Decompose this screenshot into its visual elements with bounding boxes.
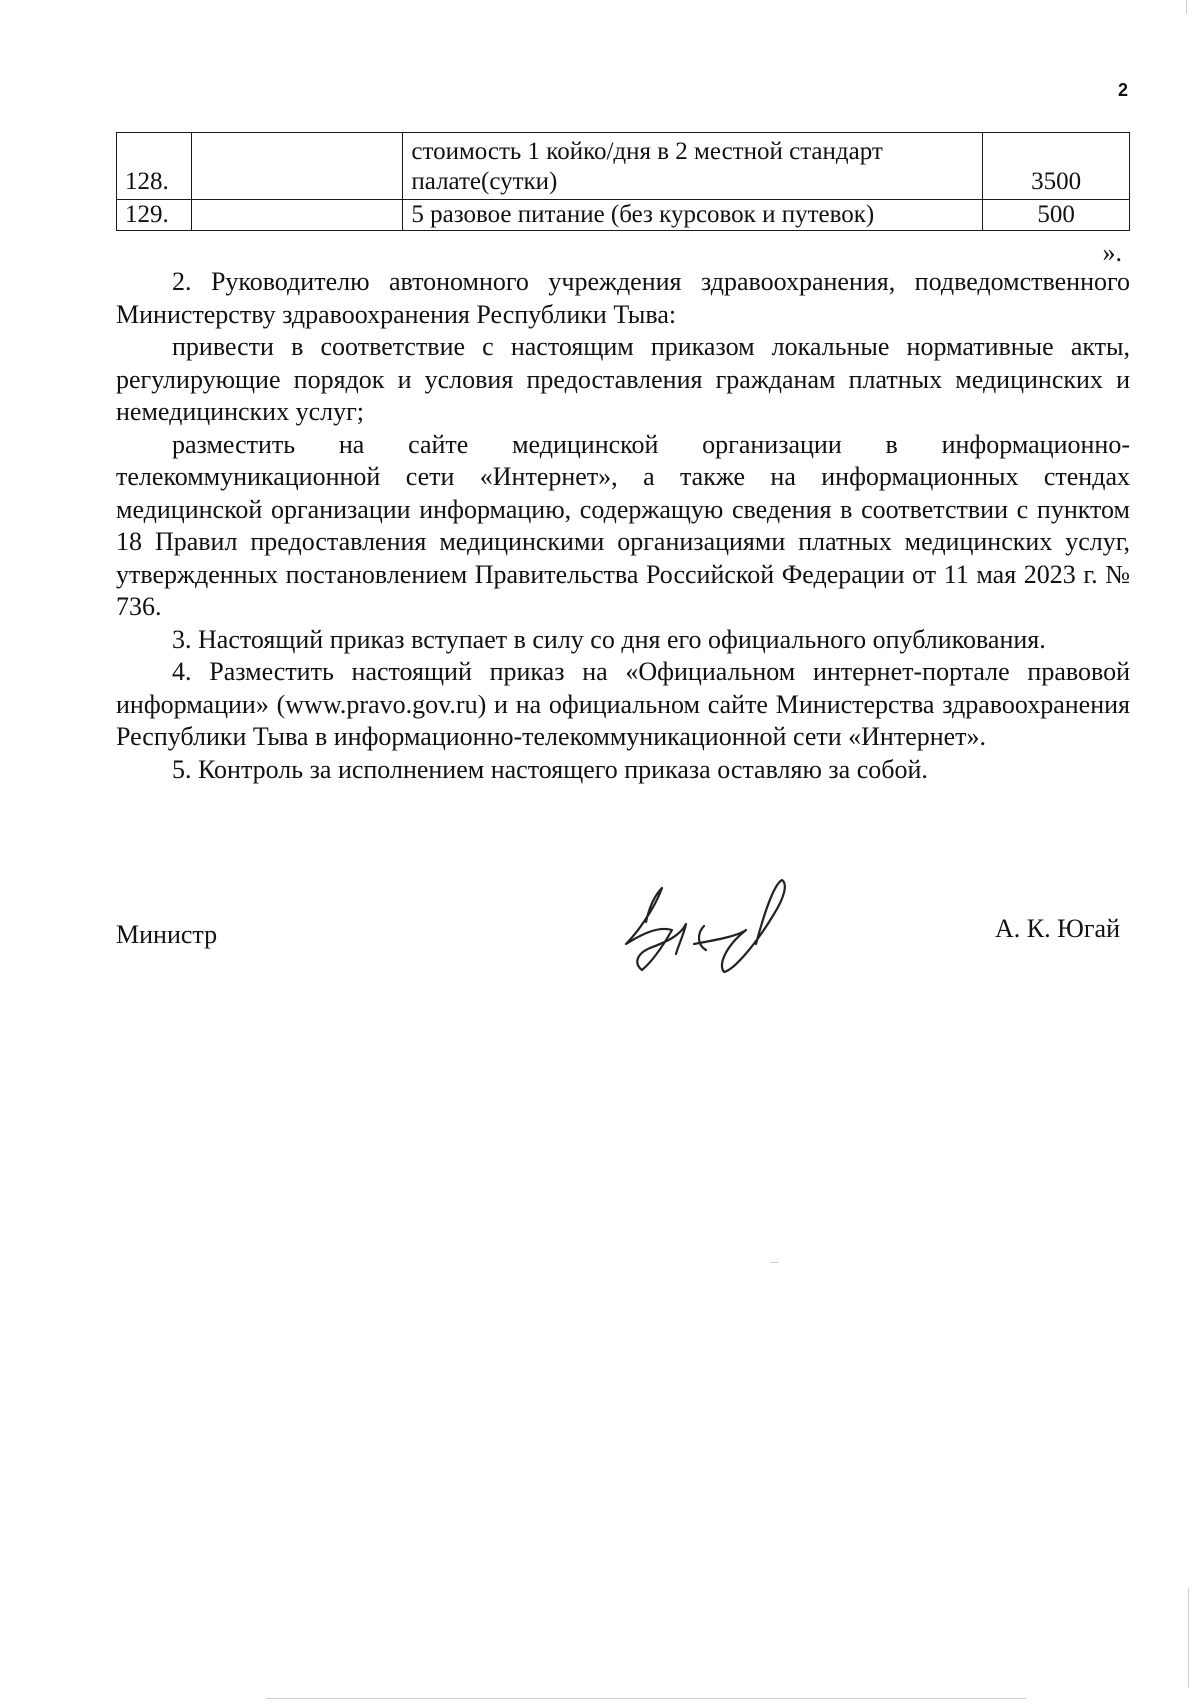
table-row <box>117 133 1130 200</box>
row-number: 129. <box>117 200 192 231</box>
handwritten-signature-icon <box>606 874 806 984</box>
signer-name: А. К. Югай <box>995 914 1120 943</box>
paragraph-publish-info: разместить на сайте медицинской организации в информационно-телекоммуникационной сети «Интернет», а также на информационных стендах медицинской организации информацию, содержащую сведения в соответствии с пунктом 18 Правил предоставления медицинскими организациями платных медицинских услуг, утвержденных постановлением Правительства Российской Федерации от 11 мая 2023 г. № 736. <box>116 429 1130 621</box>
service-name: стоимость 1 койко/дня в 2 местной стандарт палате(сутки) <box>403 133 983 200</box>
paragraph-item-5: 5. Контроль за исполнением настоящего приказа оставляю за собой. <box>172 754 928 784</box>
signer-title: Министр <box>116 920 218 949</box>
order-body <box>116 266 1130 786</box>
paragraph-item-4: 4. Разместить настоящий приказ на «Официальном интернет-портале правовой информации» (www.pravo.gov.ru) и на официальном сайте Министерства здравоохранения Республики Тыва в информационно-телекоммуникационной сети «Интернет». <box>116 657 1130 751</box>
service-price: 500 <box>983 200 1130 231</box>
paragraph-item-3: 3. Настоящий приказ вступает в силу со дня его официального опубликования. <box>172 624 1046 654</box>
row-number: 128. <box>117 133 192 200</box>
scan-edge-right <box>1188 1588 1189 1688</box>
signature-block <box>116 900 1120 960</box>
paragraph-item-2: 2. Руководителю автономного учреждения здравоохранения, подведомственного Министерству здравоохранения Республики Тыва: <box>116 267 1130 329</box>
table-row <box>117 200 1130 231</box>
price-table <box>116 132 1130 231</box>
paragraph-align-acts: привести в соответствие с настоящим приказом локальные нормативные акты, регулирующие порядок и условия предоставления гражданам платных медицинских и немедицинских услуг; <box>116 332 1130 426</box>
row-code <box>191 200 403 231</box>
scan-dot <box>770 1262 778 1263</box>
scan-edge-top <box>1186 0 1187 14</box>
service-price: 3500 <box>983 133 1130 200</box>
closing-quote: ». <box>1102 238 1122 267</box>
page-number: 2 <box>1117 80 1128 100</box>
scan-edge-bottom <box>266 1698 1026 1699</box>
row-code <box>191 133 403 200</box>
service-name: 5 разовое питание (без курсовок и путевок) <box>403 200 983 231</box>
